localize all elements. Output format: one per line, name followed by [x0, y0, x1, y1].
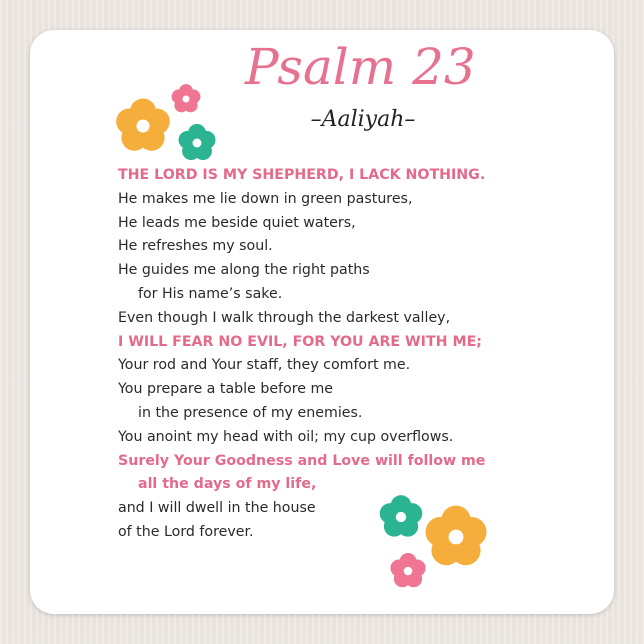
flower-icon-pink — [172, 84, 201, 112]
psalm-line: of the Lord forever. — [118, 523, 254, 540]
psalm-line: and I will dwell in the house — [118, 500, 316, 517]
psalm-line: Your rod and Your staff, they comfort me. — [118, 357, 411, 374]
psalm-line: Surely Your Goodness and Love will follow me — [118, 452, 486, 469]
psalm-line: in the presence of my enemies. — [138, 404, 363, 421]
psalm-line: I WILL FEAR NO EVIL, FOR YOU ARE WITH ME; — [118, 333, 482, 350]
psalm-line: He makes me lie down in green pastures, — [118, 190, 413, 207]
psalm-line: Even though I walk through the darkest valley, — [118, 309, 451, 326]
psalm-line: He guides me along the right paths — [118, 262, 370, 279]
personal-name: –Aaliyah– — [310, 107, 416, 132]
psalm-title: Psalm 23 — [245, 38, 476, 96]
flower-icon-orange — [116, 98, 170, 150]
psalm-line: all the days of my life, — [138, 476, 317, 493]
psalm-line: for His name’s sake. — [138, 285, 283, 302]
flower-icon-teal — [179, 124, 216, 160]
psalm-text — [118, 164, 548, 545]
psalm-line: He refreshes my soul. — [118, 238, 273, 255]
psalm-line: You prepare a table before me — [118, 381, 334, 398]
psalm-line: He leads me beside quiet waters, — [118, 214, 356, 231]
psalm-line: THE LORD IS MY SHEPHERD, I LACK NOTHING. — [118, 167, 486, 183]
flower-icon-pink — [390, 553, 425, 587]
psalm-line: You anoint my head with oil; my cup overflows. — [118, 428, 454, 445]
